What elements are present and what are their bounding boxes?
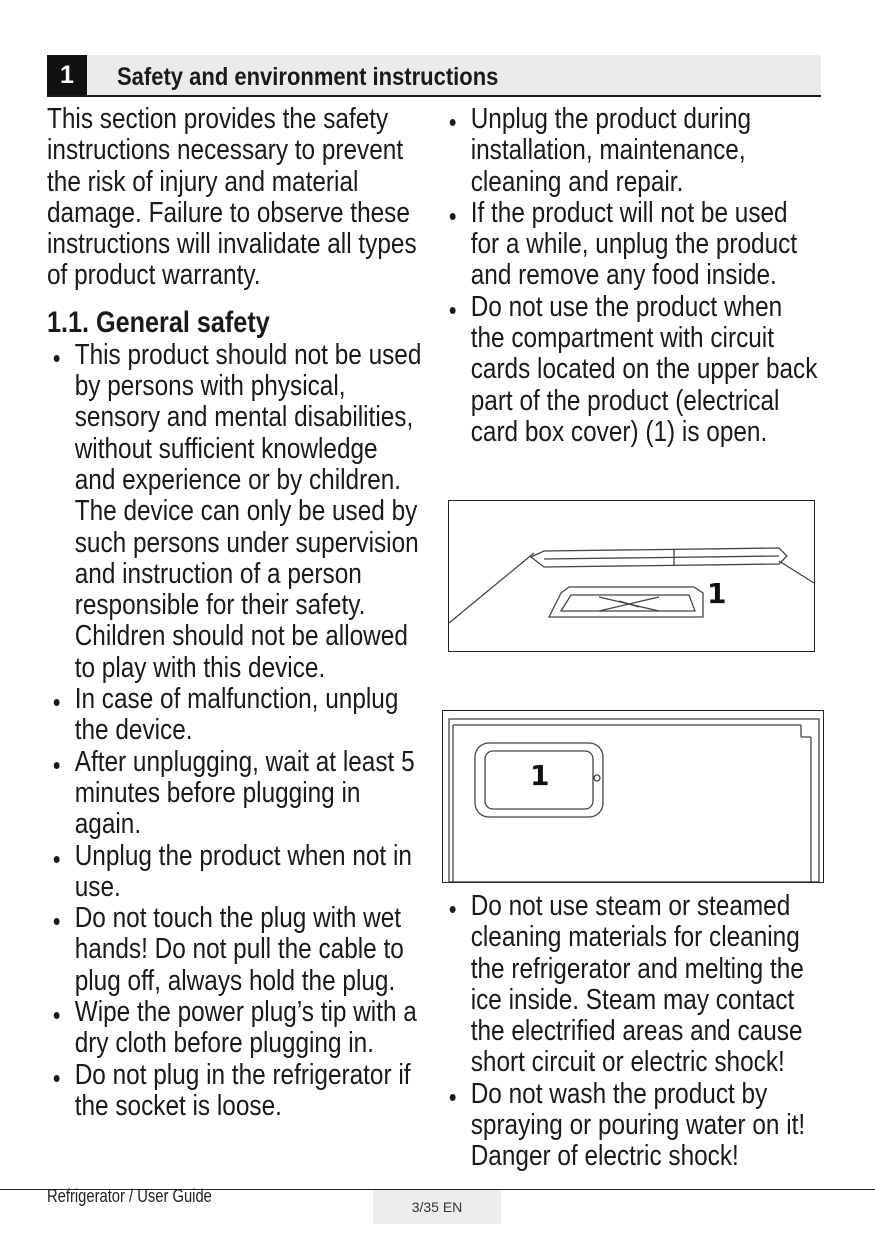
list-item: In case of malfunction, unplug the device. (47, 684, 425, 747)
fridge-top-illustration (449, 501, 814, 651)
list-item: Do not use steam or steamed cleaning materials for cleaning the refrigerator and melting the ice inside. Steam may contact the electrified areas and cause short circuit or electric shock! (443, 891, 821, 1079)
list-item: Do not use the product when the compartment with circuit cards located on the upper back part of the product (electrical card box cover) (1) is open. (443, 292, 821, 448)
section-title: Safety and environment instructions (117, 63, 499, 91)
fridge-back-illustration (443, 711, 823, 882)
general-safety-heading: 1.1. General safety (47, 305, 270, 339)
list-item: Do not plug in the refrigerator if the socket is loose. (47, 1060, 425, 1123)
figure-card-box-top (448, 500, 815, 652)
safety-list-right-bottom (443, 891, 821, 1173)
list-item: Unplug the product during installation, maintenance, cleaning and repair. (443, 104, 821, 198)
section-header (47, 55, 821, 97)
safety-list-right-top (443, 104, 821, 448)
right-column-bottom (443, 891, 875, 1173)
figure-callout: 1 (707, 577, 727, 610)
section-number: 1 (47, 55, 87, 95)
list-item: Wipe the power plug’s tip with a dry cloth before plugging in. (47, 997, 425, 1060)
footer-document-title: Refrigerator / User Guide (47, 1186, 212, 1206)
left-column (47, 104, 497, 1122)
list-item: Do not wash the product by spraying or pouring water on it! Danger of electric shock! (443, 1079, 821, 1173)
safety-list-left (47, 340, 425, 1122)
intro-paragraph: This section provides the safety instructions necessary to prevent the risk of injury and material damage. Failure to observe these instructions will invalidate all types of product warranty. (47, 103, 417, 292)
list-item: After unplugging, wait at least 5 minutes before plugging in again. (47, 747, 425, 841)
footer-page-number: 3/35 EN (373, 1190, 501, 1224)
list-item: Do not touch the plug with wet hands! Do not pull the cable to plug off, always hold the plug. (47, 903, 425, 997)
list-item: This product should not be used by persons with physical, sensory and mental disabilities, without sufficient knowledge and experience or by children. The device can only be used by such persons under supervision and instruction of a person responsible for their safety. Children should not be allowed to play with this device. (47, 340, 425, 684)
right-column-top (443, 104, 875, 448)
list-item: If the product will not be used for a while, unplug the product and remove any food inside. (443, 198, 821, 292)
figure-card-box-back (442, 710, 824, 883)
figure-callout: 1 (530, 759, 550, 792)
list-item: Unplug the product when not in use. (47, 841, 425, 904)
